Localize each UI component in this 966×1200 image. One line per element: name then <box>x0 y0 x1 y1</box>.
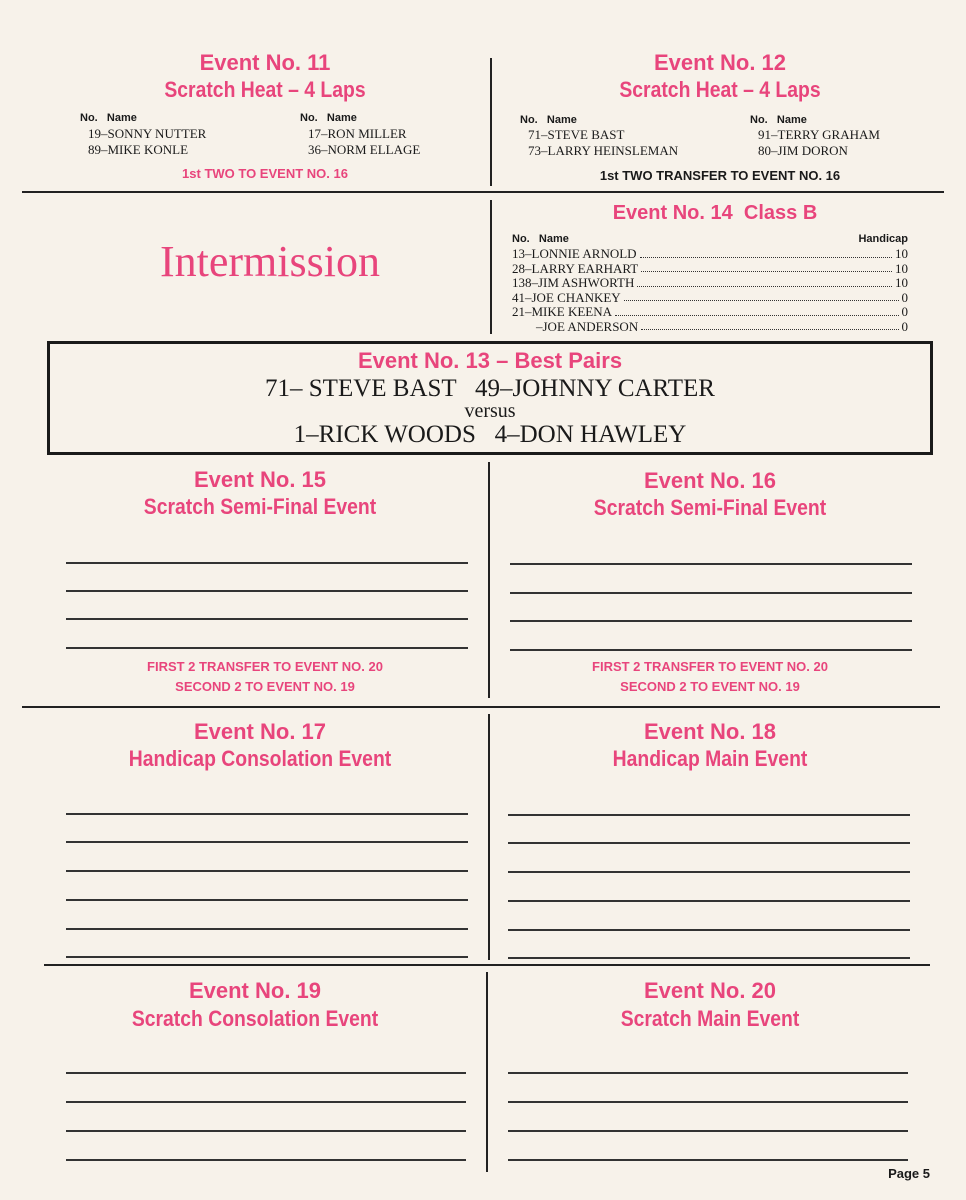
entry-handicap: 0 <box>901 318 908 334</box>
entry-name: 21–MIKE KEENA <box>512 304 613 319</box>
event-13-box <box>47 341 933 455</box>
event-15-note-2: SECOND 2 TO EVENT NO. 19 <box>175 679 355 694</box>
entry-name: 13–LONNIE ARNOLD <box>512 246 637 261</box>
event-11-note: 1st TWO TO EVENT NO. 16 <box>182 166 348 181</box>
handicap-row <box>512 262 908 277</box>
result-line <box>66 928 468 930</box>
result-line <box>508 1101 908 1103</box>
event-14-class: Class B <box>743 202 818 224</box>
col-no: No. <box>520 114 538 126</box>
intermission-title: Intermission <box>160 237 380 286</box>
rule-2 <box>22 706 940 708</box>
event-17-subtitle: Handicap Consolation Event <box>128 746 392 771</box>
event-12-number: Event No. 12 <box>653 50 787 75</box>
handicap-row <box>512 320 908 335</box>
entry-handicap: 0 <box>901 289 908 305</box>
event-11-entry: 89–MIKE KONLE <box>88 142 189 157</box>
divider-events-17-18 <box>488 714 490 960</box>
entry-handicap: 10 <box>895 246 908 261</box>
event-16-note-1: FIRST 2 TRANSFER TO EVENT NO. 20 <box>592 659 828 674</box>
event-12-entry: 73–LARRY HEINSLEMAN <box>528 143 679 158</box>
event-11-header-right <box>300 112 357 124</box>
result-line <box>510 563 912 565</box>
result-line <box>508 871 910 873</box>
col-name: Name <box>326 112 357 124</box>
result-line <box>510 592 912 594</box>
event-14-title <box>500 200 930 226</box>
handicap-row <box>512 291 908 306</box>
result-line <box>508 1159 908 1161</box>
event-13-title: Event No. 13 – Best Pairs <box>357 348 623 373</box>
col-name: Name <box>546 114 577 126</box>
divider-events-19-20 <box>486 972 488 1172</box>
result-line <box>66 1130 466 1132</box>
handicap-row <box>512 305 908 320</box>
result-line <box>66 1101 466 1103</box>
col-no: No. <box>512 233 530 245</box>
event-15-note-1: FIRST 2 TRANSFER TO EVENT NO. 20 <box>147 659 383 674</box>
result-line <box>66 590 468 592</box>
col-name: Name <box>106 112 137 124</box>
event-12-entry: 80–JIM DORON <box>758 143 848 158</box>
handicap-row <box>512 247 908 262</box>
col-no: No. <box>300 112 318 124</box>
event-14-header <box>512 233 908 245</box>
entry-name: –JOE ANDERSON <box>536 318 639 334</box>
col-no: No. <box>80 112 98 124</box>
result-line <box>66 841 468 843</box>
event-18-number: Event No. 18 <box>643 719 777 744</box>
event-11-subtitle: Scratch Heat – 4 Laps <box>164 77 366 102</box>
event-11-number: Event No. 11 <box>199 50 331 75</box>
event-11-entry: 17–RON MILLER <box>308 126 407 141</box>
event-12-subtitle: Scratch Heat – 4 Laps <box>619 77 821 102</box>
col-name: Name <box>538 233 569 245</box>
entry-name: 28–LARRY EARHART <box>512 260 639 276</box>
entry-handicap: 10 <box>895 275 908 290</box>
divider-top <box>490 58 492 186</box>
divider-mid <box>490 200 492 334</box>
result-line <box>508 1130 908 1132</box>
event-19-number: Event No. 19 <box>188 978 322 1003</box>
divider-events-15-16 <box>488 462 490 698</box>
entry-name: 41–JOE CHANKEY <box>512 289 621 305</box>
result-line <box>66 562 468 564</box>
event-13-pair-1: 71– STEVE BAST 49–JOHNNY CARTER <box>265 375 715 402</box>
result-line <box>66 870 468 872</box>
result-line <box>510 649 912 651</box>
result-line <box>508 900 910 902</box>
entry-name: 138–JIM ASHWORTH <box>512 275 635 290</box>
event-15-number: Event No. 15 <box>193 467 327 492</box>
event-12-header-right <box>750 114 807 126</box>
event-12-entry: 91–TERRY GRAHAM <box>758 127 880 142</box>
rule-3 <box>44 964 930 966</box>
event-13-pair-2: 1–RICK WOODS 4–DON HAWLEY <box>293 421 687 448</box>
col-handicap: Handicap <box>858 233 908 245</box>
event-16-note-2: SECOND 2 TO EVENT NO. 19 <box>620 679 800 694</box>
col-no: No. <box>750 114 768 126</box>
result-line <box>508 814 910 816</box>
entry-handicap: 0 <box>901 304 908 319</box>
event-18-subtitle: Handicap Main Event <box>612 746 808 771</box>
result-line <box>66 899 468 901</box>
event-19-subtitle: Scratch Consolation Event <box>131 1006 379 1031</box>
event-14-list <box>512 247 908 334</box>
result-line <box>66 956 468 958</box>
event-20-subtitle: Scratch Main Event <box>620 1006 800 1031</box>
event-20-number: Event No. 20 <box>643 978 777 1003</box>
result-line <box>508 957 910 959</box>
event-11-entry: 36–NORM ELLAGE <box>308 142 421 157</box>
result-line <box>508 929 910 931</box>
event-16-number: Event No. 16 <box>643 468 777 493</box>
result-line <box>508 842 910 844</box>
handicap-row <box>512 276 908 291</box>
result-line <box>66 813 468 815</box>
result-line <box>510 620 912 622</box>
event-17-number: Event No. 17 <box>193 719 327 744</box>
event-14-number: Event No. 14 <box>612 202 733 224</box>
rule-1 <box>22 191 944 193</box>
event-11-header-left <box>80 112 137 124</box>
event-11-entry: 19–SONNY NUTTER <box>88 126 207 141</box>
result-line <box>508 1072 908 1074</box>
result-line <box>66 1072 466 1074</box>
entry-handicap: 10 <box>895 260 908 276</box>
event-12-entry: 71–STEVE BAST <box>528 127 625 142</box>
event-15-subtitle: Scratch Semi-Final Event <box>143 494 377 519</box>
event-12-note: 1st TWO TRANSFER TO EVENT NO. 16 <box>599 168 841 183</box>
result-line <box>66 1159 466 1161</box>
col-name: Name <box>776 114 807 126</box>
result-line <box>66 618 468 620</box>
event-16-subtitle: Scratch Semi-Final Event <box>593 495 827 520</box>
result-line <box>66 647 468 649</box>
event-13-versus: versus <box>464 400 516 422</box>
event-12-header-left <box>520 114 577 126</box>
page-number: Page 5 <box>888 1166 930 1181</box>
